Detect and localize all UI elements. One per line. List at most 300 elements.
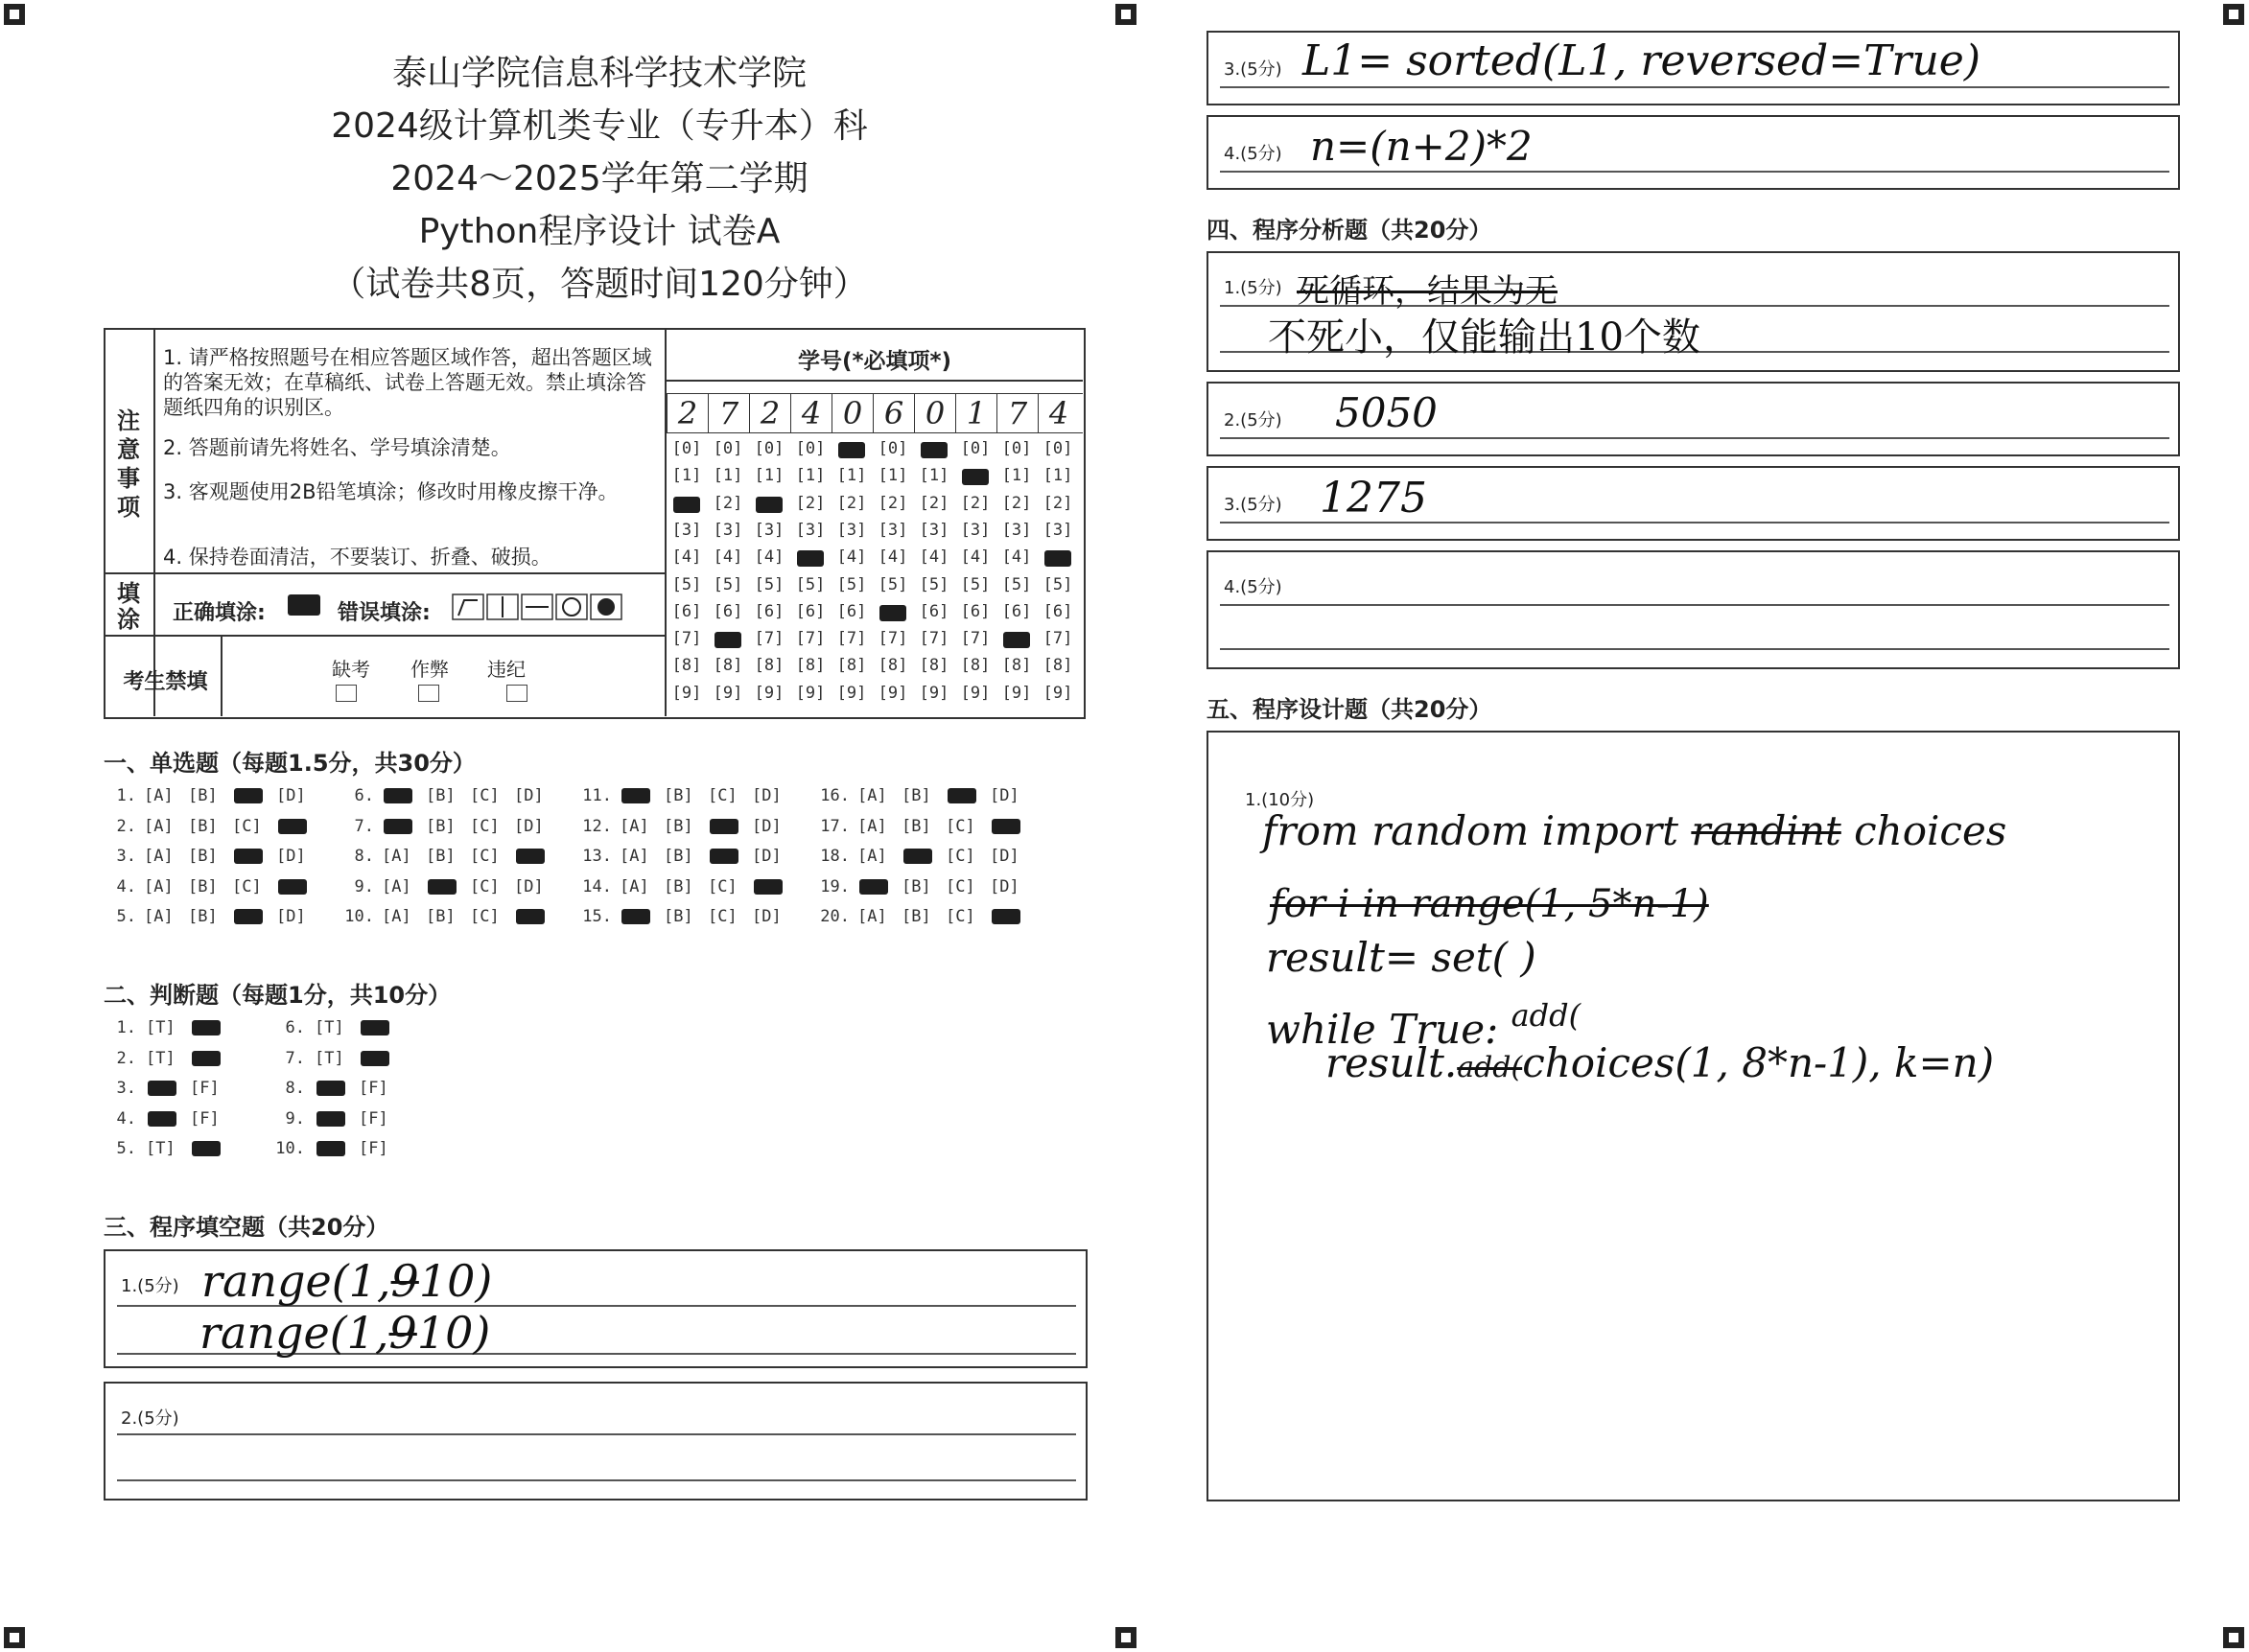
student-id-bubble[interactable]: [9] [1001, 683, 1032, 703]
student-id-bubble[interactable]: [0] [795, 439, 826, 458]
mc-question-number: 14. [582, 876, 612, 896]
student-id-bubble[interactable]: [6] [671, 601, 702, 621]
mc-option-filled[interactable] [516, 909, 545, 924]
fill-blank-q1-answer-line2: range(1,910) [199, 1307, 491, 1359]
tf-option-filled[interactable] [316, 1111, 345, 1127]
student-id-bubble[interactable]: [9] [836, 683, 867, 703]
student-id-bubble[interactable]: [5] [671, 574, 702, 594]
student-id-digit: 1 [955, 394, 996, 432]
student-id-bubble[interactable]: [8] [1001, 656, 1032, 676]
mc-question-number: 16. [820, 786, 850, 805]
mc-option[interactable]: [A] [620, 847, 649, 866]
tf-question-number: 7. [285, 1048, 305, 1068]
student-id-bubble[interactable]: [5] [919, 574, 949, 594]
student-id-bubble[interactable]: [1] [1043, 466, 1073, 486]
student-id-digit: 4 [790, 394, 832, 432]
student-id-bubble[interactable]: [7] [671, 629, 702, 649]
mc-question-number: 1. [116, 786, 136, 805]
student-id-bubble[interactable]: [3] [878, 520, 908, 540]
forbid-cheat-label: 作弊 [410, 658, 449, 681]
tf-option-filled[interactable] [361, 1020, 389, 1035]
mc-option[interactable]: [C] [708, 876, 738, 896]
student-id-bubble-filled[interactable] [797, 550, 824, 567]
student-id-bubble[interactable]: [7] [960, 629, 991, 649]
mc-option[interactable]: [C] [470, 876, 500, 896]
student-id-bubble[interactable]: [0] [960, 439, 991, 458]
student-id-bubble[interactable]: [3] [754, 520, 785, 540]
mc-question-number: 18. [820, 847, 850, 866]
programming-line-1: from random import randint choices [1262, 807, 2007, 854]
mc-option-filled[interactable] [384, 788, 412, 803]
mc-option[interactable]: [D] [276, 907, 306, 926]
tf-question-number: 8. [285, 1079, 305, 1098]
student-id-bubble[interactable]: [7] [795, 629, 826, 649]
tf-option[interactable]: [F] [190, 1108, 220, 1128]
section1-title: 一、单选题（每题1.5分，共30分） [104, 750, 476, 777]
student-id-bubble[interactable]: [9] [919, 683, 949, 703]
fill-blank-q2-box [104, 1382, 1088, 1501]
student-id-bubble[interactable]: [3] [960, 520, 991, 540]
student-id-bubble-grid [667, 439, 1083, 712]
mc-option[interactable]: [C] [232, 816, 262, 836]
student-id-bubble-filled[interactable] [962, 469, 989, 485]
student-id-bubble[interactable]: [0] [878, 439, 908, 458]
student-id-bubble[interactable]: [6] [754, 601, 785, 621]
mc-option[interactable]: [B] [426, 816, 456, 836]
mc-option[interactable]: [B] [188, 876, 218, 896]
mc-option[interactable]: [C] [946, 816, 975, 836]
mc-option-filled[interactable] [428, 879, 457, 895]
mc-option-filled[interactable] [710, 849, 738, 864]
mc-option[interactable]: [D] [276, 847, 306, 866]
mc-option[interactable]: [B] [188, 847, 218, 866]
mc-option[interactable]: [C] [946, 876, 975, 896]
student-id-bubble[interactable]: [2] [1001, 493, 1032, 513]
analysis-q3-box [1206, 466, 2180, 541]
mc-option[interactable]: [D] [990, 876, 1019, 896]
tf-option-filled[interactable] [316, 1141, 345, 1156]
analysis-q2-label: 2.(5分) [1224, 410, 1282, 430]
forbid-cheat-checkbox[interactable] [418, 685, 439, 702]
student-id-bubble[interactable]: [8] [960, 656, 991, 676]
student-id-bubble[interactable]: [3] [836, 520, 867, 540]
student-id-bubble[interactable]: [1] [919, 466, 949, 486]
student-id-bubble[interactable]: [0] [1001, 439, 1032, 458]
student-id-bubble[interactable]: [8] [795, 656, 826, 676]
mc-option[interactable]: [C] [470, 786, 500, 805]
student-id-bubble-filled[interactable] [838, 442, 865, 458]
mc-question-number: 11. [582, 786, 612, 805]
mc-option[interactable]: [D] [990, 847, 1019, 866]
student-id-bubble[interactable]: [7] [878, 629, 908, 649]
analysis-q4-label: 4.(5分) [1224, 577, 1282, 597]
mc-option[interactable]: [A] [857, 847, 887, 866]
mc-option[interactable]: [B] [902, 907, 931, 926]
notice-side-label: 注意事项 [117, 407, 140, 521]
programming-q1-label: 1.(10分) [1245, 790, 1315, 810]
analysis-q4-box [1206, 550, 2180, 669]
analysis-q2-answer: 5050 [1335, 389, 1438, 436]
student-id-digit: 0 [914, 394, 955, 432]
student-id-bubble[interactable]: [4] [960, 547, 991, 568]
student-id-bubble[interactable]: [8] [1043, 656, 1073, 676]
student-id-bubble[interactable]: [0] [1043, 439, 1073, 458]
wrong-fill-label: 错误填涂: [338, 601, 431, 625]
correct-fill-sample [288, 594, 320, 616]
student-id-bubble[interactable]: [2] [878, 493, 908, 513]
mc-option[interactable]: [A] [382, 876, 411, 896]
mc-option[interactable]: [B] [664, 907, 693, 926]
student-id-bubble-filled[interactable] [673, 497, 700, 513]
student-id-bubble[interactable]: [4] [671, 547, 702, 568]
mc-option[interactable]: [A] [382, 907, 411, 926]
student-id-bubble[interactable]: [7] [754, 629, 785, 649]
fill-blank-q4-label: 4.(5分) [1224, 144, 1282, 164]
tf-question-number: 2. [116, 1048, 136, 1068]
student-id-bubble[interactable]: [5] [836, 574, 867, 594]
mc-option[interactable]: [A] [144, 847, 174, 866]
tf-option[interactable]: [T] [146, 1139, 176, 1158]
mc-option[interactable]: [A] [857, 786, 887, 805]
corner-mark-top-center [1115, 4, 1136, 25]
analysis-q1-label: 1.(5分) [1224, 278, 1282, 298]
fill-blank-q3-answer: L1= sorted(L1, reversed=True) [1302, 36, 1980, 85]
mc-option-filled[interactable] [516, 849, 545, 864]
section3-title: 三、程序填空题（共20分） [104, 1214, 389, 1241]
student-id-title: 学号(*必填项*) [797, 349, 952, 374]
mc-option[interactable]: [B] [902, 876, 931, 896]
mc-question-number: 2. [116, 816, 136, 836]
student-id-bubble-filled[interactable] [879, 605, 906, 621]
student-id-digit: 2 [667, 394, 708, 432]
mc-option-filled[interactable] [992, 909, 1020, 924]
programming-line-3: result= set( ) [1266, 934, 1536, 981]
student-id-bubble[interactable]: [9] [754, 683, 785, 703]
student-id-bubble[interactable]: [1] [671, 466, 702, 486]
correct-fill-label: 正确填涂: [173, 601, 266, 625]
programming-q1-box [1206, 731, 2180, 1501]
student-id-bubble-filled[interactable] [715, 632, 741, 648]
mc-option-filled[interactable] [903, 849, 932, 864]
tf-question-number: 9. [285, 1108, 305, 1128]
mc-option[interactable]: [D] [752, 847, 782, 866]
mc-option-filled[interactable] [754, 879, 783, 895]
mc-option-filled[interactable] [621, 788, 650, 803]
mc-option[interactable]: [C] [232, 876, 262, 896]
mc-option-filled[interactable] [384, 819, 412, 834]
student-id-digit: 7 [996, 394, 1038, 432]
programming-line-5: result.add(choices(1, 8*n-1), k=n) [1325, 1039, 1995, 1086]
tf-option[interactable]: [F] [359, 1079, 388, 1098]
mc-option[interactable]: [D] [514, 876, 544, 896]
tf-question-number: 6. [285, 1018, 305, 1037]
student-id-bubble[interactable]: [2] [960, 493, 991, 513]
mc-option-filled[interactable] [859, 879, 888, 895]
student-id-bubble[interactable]: [9] [795, 683, 826, 703]
student-id-bubble[interactable]: [5] [754, 574, 785, 594]
mc-option[interactable]: [C] [946, 847, 975, 866]
student-id-bubble[interactable]: [4] [1001, 547, 1032, 568]
mc-option[interactable]: [B] [426, 907, 456, 926]
fill-blank-q4-box [1206, 115, 2180, 190]
programming-line-4: while True: $^{add(}$ [1266, 997, 1581, 1053]
student-id-bubble[interactable]: [3] [919, 520, 949, 540]
student-id-digit: 2 [749, 394, 790, 432]
student-id-bubble[interactable]: [7] [1043, 629, 1073, 649]
student-id-bubble[interactable]: [6] [1001, 601, 1032, 621]
tf-option[interactable]: [T] [315, 1018, 344, 1037]
corner-mark-bottom-left [4, 1627, 25, 1648]
mc-option[interactable]: [B] [426, 786, 456, 805]
student-id-bubble[interactable]: [2] [795, 493, 826, 513]
student-id-bubble[interactable]: [9] [878, 683, 908, 703]
mc-option[interactable]: [D] [752, 816, 782, 836]
notice-block [104, 328, 1086, 719]
mc-option[interactable]: [C] [470, 907, 500, 926]
section4-title: 四、程序分析题（共20分） [1206, 217, 1492, 244]
analysis-q1-box [1206, 251, 2180, 372]
student-id-bubble[interactable]: [1] [878, 466, 908, 486]
student-id-bubble[interactable]: [4] [878, 547, 908, 568]
notice-item-1: 1. 请严格按照题号在相应答题区域作答，超出答题区域的答案无效；在草稿纸、试卷上答题无效。禁止填涂答题纸四角的识别区。 [163, 346, 652, 419]
mc-option[interactable]: [A] [857, 907, 887, 926]
student-id-bubble[interactable]: [0] [754, 439, 785, 458]
mc-option[interactable]: [A] [144, 876, 174, 896]
fill-blank-q3-label: 3.(5分) [1224, 59, 1282, 80]
tf-option-filled[interactable] [192, 1020, 221, 1035]
tf-option[interactable]: [T] [146, 1048, 176, 1068]
tf-question-number: 1. [116, 1018, 136, 1037]
fill-blank-q1-box [104, 1249, 1088, 1368]
tf-option-filled[interactable] [192, 1141, 221, 1156]
mc-option-filled[interactable] [948, 788, 976, 803]
forbid-violation-label: 违纪 [487, 658, 526, 681]
tf-option[interactable]: [F] [359, 1108, 388, 1128]
fill-blank-q4-answer: n=(n+2)*2 [1310, 123, 1533, 170]
student-id-bubble[interactable]: [5] [1043, 574, 1073, 594]
student-id-bubble[interactable]: [3] [795, 520, 826, 540]
forbid-absent-label: 缺考 [332, 658, 370, 681]
student-id-digit: 0 [832, 394, 873, 432]
mc-option-filled[interactable] [278, 819, 307, 834]
mc-option[interactable]: [D] [514, 786, 544, 805]
student-id-bubble[interactable]: [3] [713, 520, 743, 540]
mc-option[interactable]: [C] [470, 847, 500, 866]
corner-mark-bottom-right [2223, 1627, 2244, 1648]
tf-question-number: 4. [116, 1108, 136, 1128]
mc-option-filled[interactable] [621, 909, 650, 924]
mc-question-number: 19. [820, 876, 850, 896]
tf-option-filled[interactable] [148, 1111, 176, 1127]
student-id-bubble[interactable]: [3] [1001, 520, 1032, 540]
analysis-q1-struck-answer: 死循环，结果为无 [1297, 272, 1558, 311]
student-id-bubble[interactable]: [9] [671, 683, 702, 703]
student-id-bubble[interactable]: [5] [795, 574, 826, 594]
student-id-bubble[interactable]: [8] [836, 656, 867, 676]
student-id-bubble[interactable]: [4] [919, 547, 949, 568]
mc-option-filled[interactable] [234, 909, 263, 924]
student-id-bubble[interactable]: [6] [919, 601, 949, 621]
mc-option[interactable]: [A] [382, 847, 411, 866]
student-id-digit: 6 [873, 394, 914, 432]
analysis-q3-label: 3.(5分) [1224, 495, 1282, 515]
exam-title: Python程序设计 试卷A [418, 212, 781, 251]
student-id-bubble-filled[interactable] [756, 497, 783, 513]
student-id-bubble[interactable]: [8] [754, 656, 785, 676]
mc-option[interactable]: [B] [664, 816, 693, 836]
notice-item-2: 2. 答题前请先将姓名、学号填涂清楚。 [163, 436, 511, 459]
tf-question-number: 5. [116, 1139, 136, 1158]
tf-question-number: 3. [116, 1079, 136, 1098]
student-id-bubble[interactable]: [1] [754, 466, 785, 486]
student-id-bubble[interactable]: [1] [713, 466, 743, 486]
mc-option[interactable]: [B] [664, 847, 693, 866]
mc-option[interactable]: [A] [144, 786, 174, 805]
student-id-bubble[interactable]: [2] [919, 493, 949, 513]
student-id-bubble[interactable]: [9] [713, 683, 743, 703]
mc-question-number: 17. [820, 816, 850, 836]
mc-option-filled[interactable] [234, 849, 263, 864]
notice-item-3: 3. 客观题使用2B铅笔填涂；修改时用橡皮擦干净。 [163, 480, 619, 503]
mc-question-number: 9. [354, 876, 374, 896]
student-id-bubble[interactable]: [1] [1001, 466, 1032, 486]
mc-option[interactable]: [C] [946, 907, 975, 926]
analysis-q1-answer: 不死小，仅能输出10个数 [1268, 315, 1700, 360]
term-title: 2024～2025学年第二学期 [390, 159, 808, 198]
mc-option[interactable]: [A] [620, 816, 649, 836]
student-id-bubble[interactable]: [6] [1043, 601, 1073, 621]
student-id-bubble[interactable]: [6] [713, 601, 743, 621]
mc-question-number: 15. [582, 907, 612, 926]
mc-option[interactable]: [A] [144, 816, 174, 836]
tf-option-filled[interactable] [316, 1081, 345, 1096]
student-id-bubble[interactable]: [6] [836, 601, 867, 621]
mc-option[interactable]: [A] [144, 907, 174, 926]
mc-question-number: 10. [344, 907, 374, 926]
mc-question-number: 20. [820, 907, 850, 926]
mc-option[interactable]: [C] [708, 786, 738, 805]
corner-mark-top-right [2223, 4, 2244, 25]
student-id-bubble[interactable]: [5] [878, 574, 908, 594]
mc-option-filled[interactable] [710, 819, 738, 834]
mc-option[interactable]: [D] [752, 907, 782, 926]
tf-question-number: 10. [275, 1139, 305, 1158]
student-id-bubble[interactable]: [1] [795, 466, 826, 486]
student-id-bubble[interactable]: [8] [878, 656, 908, 676]
program-title: 2024级计算机类专业（专升本）科 [331, 106, 868, 146]
tf-option[interactable]: [F] [190, 1079, 220, 1098]
student-id-bubble[interactable]: [8] [671, 656, 702, 676]
student-id-bubble[interactable]: [5] [1001, 574, 1032, 594]
mc-option[interactable]: [B] [188, 907, 218, 926]
student-id-bubble[interactable]: [5] [713, 574, 743, 594]
student-id-bubble[interactable]: [0] [713, 439, 743, 458]
mc-option[interactable]: [B] [664, 876, 693, 896]
corner-mark-bottom-center [1115, 1627, 1136, 1648]
student-id-digit: 7 [708, 394, 749, 432]
student-id-bubble[interactable]: [9] [960, 683, 991, 703]
tf-option[interactable]: [F] [359, 1139, 388, 1158]
mc-question-number: 7. [354, 816, 374, 836]
student-id-bubble[interactable]: [2] [713, 493, 743, 513]
multiple-choice-grid [104, 786, 1091, 940]
student-id-digit: 4 [1038, 394, 1079, 432]
fill-label: 填涂 [117, 580, 140, 633]
student-id-bubble[interactable]: [7] [919, 629, 949, 649]
mc-option[interactable]: [B] [188, 786, 218, 805]
corner-mark-top-left [4, 4, 25, 25]
analysis-q3-answer: 1275 [1320, 474, 1427, 523]
mc-option[interactable]: [B] [426, 847, 456, 866]
school-title: 泰山学院信息科学技术学院 [391, 54, 807, 93]
student-id-bubble[interactable]: [6] [960, 601, 991, 621]
student-id-bubble[interactable]: [7] [836, 629, 867, 649]
mc-question-number: 6. [354, 786, 374, 805]
mc-question-number: 3. [116, 847, 136, 866]
student-id-bubble[interactable]: [5] [960, 574, 991, 594]
student-id-bubble[interactable]: [2] [1043, 493, 1073, 513]
student-id-digit-row [667, 393, 1083, 433]
mc-option-filled[interactable] [992, 819, 1020, 834]
forbid-absent-checkbox[interactable] [336, 685, 357, 702]
mc-option[interactable]: [A] [857, 816, 887, 836]
fill-blank-q1-answer-line1: range(1,910) [201, 1255, 493, 1307]
student-id-bubble-filled[interactable] [921, 442, 948, 458]
fill-blank-q1-label: 1.(5分) [121, 1276, 179, 1296]
mc-option[interactable]: [C] [708, 907, 738, 926]
programming-line-2-struck: for i in range(1, 5*n-1) [1270, 882, 1709, 926]
student-id-bubble[interactable]: [2] [836, 493, 867, 513]
mc-option[interactable]: [D] [514, 816, 544, 836]
student-id-bubble-filled[interactable] [1003, 632, 1030, 648]
forbid-violation-checkbox[interactable] [506, 685, 527, 702]
mc-option[interactable]: [B] [188, 816, 218, 836]
student-id-bubble[interactable]: [4] [713, 547, 743, 568]
tf-option-filled[interactable] [192, 1051, 221, 1066]
tf-option[interactable]: [T] [315, 1048, 344, 1068]
tf-option[interactable]: [T] [146, 1018, 176, 1037]
tf-option-filled[interactable] [148, 1081, 176, 1096]
mc-option-filled[interactable] [234, 788, 263, 803]
mc-option[interactable]: [B] [902, 786, 931, 805]
exam-subtitle: （试卷共8页，答题时间120分钟） [331, 265, 868, 304]
student-id-bubble-filled[interactable] [1044, 550, 1071, 567]
mc-option[interactable]: [A] [620, 876, 649, 896]
fill-blank-q3-box [1206, 31, 2180, 105]
student-id-bubble[interactable]: [3] [671, 520, 702, 540]
mc-option[interactable]: [B] [902, 816, 931, 836]
forbid-label: 考生禁填 [123, 670, 208, 694]
mc-option-filled[interactable] [278, 879, 307, 895]
student-id-bubble[interactable]: [4] [836, 547, 867, 568]
section5-title: 五、程序设计题（共20分） [1206, 696, 1492, 723]
mc-option[interactable]: [D] [990, 786, 1019, 805]
student-id-bubble[interactable]: [9] [1043, 683, 1073, 703]
student-id-bubble[interactable]: [1] [836, 466, 867, 486]
student-id-bubble[interactable]: [8] [713, 656, 743, 676]
mc-option[interactable]: [D] [752, 786, 782, 805]
student-id-bubble[interactable]: [4] [754, 547, 785, 568]
student-id-bubble[interactable]: [6] [795, 601, 826, 621]
mc-option[interactable]: [B] [664, 786, 693, 805]
student-id-bubble[interactable]: [0] [671, 439, 702, 458]
mc-option[interactable]: [D] [276, 786, 306, 805]
mc-option[interactable]: [C] [470, 816, 500, 836]
student-id-bubble[interactable]: [8] [919, 656, 949, 676]
mc-question-number: 5. [116, 907, 136, 926]
tf-option-filled[interactable] [361, 1051, 389, 1066]
student-id-bubble[interactable]: [3] [1043, 520, 1073, 540]
